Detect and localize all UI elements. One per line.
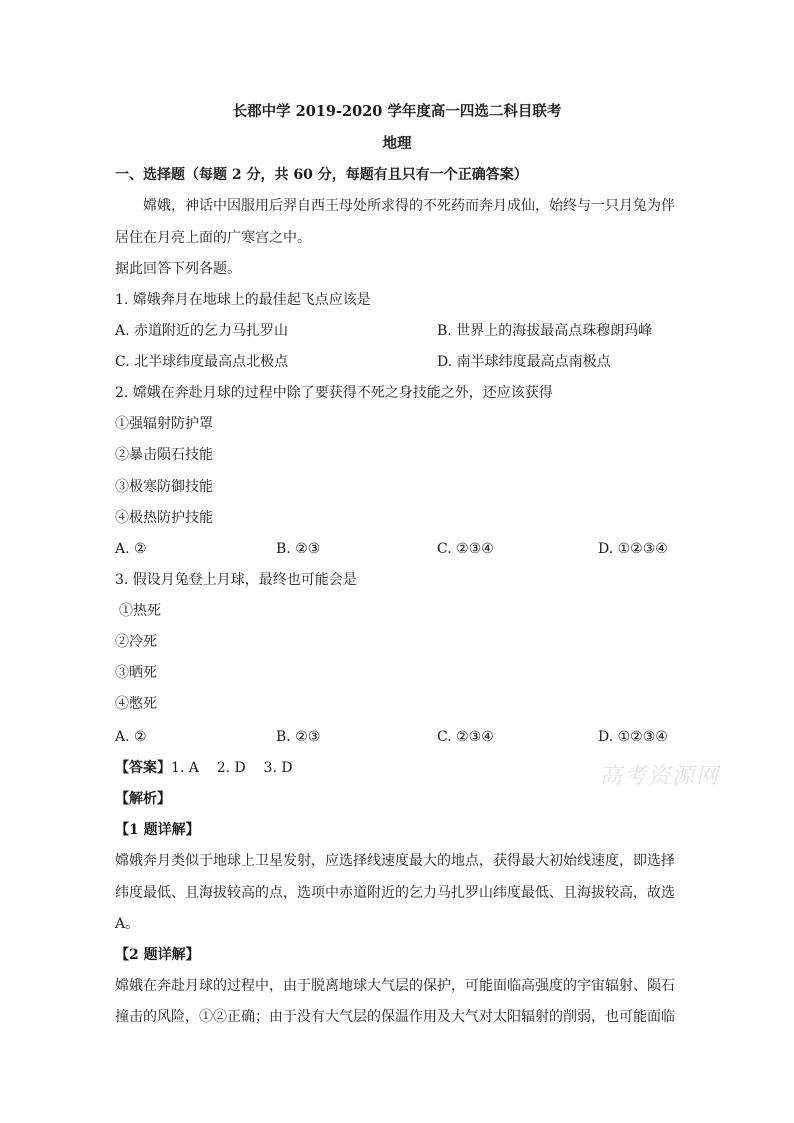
analysis-text: 嫦娥奔月类似于地球上卫星发射，应选择线速度最大的地点，获得最大初始线速度，即选择	[115, 853, 675, 869]
q3-option-a: A. ②	[115, 729, 147, 745]
analysis-text: A。	[115, 916, 140, 932]
answer-label: 【答案】	[115, 760, 171, 776]
q1-option-b: B. 世界上的海拔最高点珠穆朗玛峰	[437, 323, 653, 339]
instruction-text: 据此回答下列各题。	[115, 261, 241, 277]
analysis-text: 纬度最低、且海拔较高的点，选项中赤道附近的乞力马扎罗山纬度最低、且海拔较高，故选	[115, 885, 675, 901]
q1-analysis-heading: 【1 题详解】	[115, 822, 200, 838]
q3-option-b: B. ②③	[276, 729, 321, 745]
q2-analysis-heading: 【2 题详解】	[115, 947, 200, 963]
q1-option-a: A. 赤道附近的乞力马扎罗山	[115, 323, 289, 339]
question-2-stem: 2. 嫦娥在奔赴月球的过程中除了要获得不死之身技能之外，还应该获得	[115, 385, 553, 401]
watermark: 高考资源网	[600, 764, 721, 789]
analysis-text: 嫦娥在奔赴月球的过程中，由于脱离地球大气层的保护，可能面临高强度的宇宙辐射、陨石	[115, 978, 675, 994]
q3-item: ①热死	[119, 603, 161, 619]
q2-item: ③极寒防御技能	[115, 479, 213, 495]
q2-option-d: D. ①②③④	[598, 541, 668, 557]
q2-option-c: C. ②③④	[437, 541, 494, 557]
q1-option-c: C. 北半球纬度最高点北极点	[115, 354, 289, 370]
question-1-stem: 1. 嫦娥奔月在地球上的最佳起飞点应该是	[115, 292, 371, 308]
q2-item: ①强辐射防护罩	[115, 416, 213, 432]
q3-item: ②冷死	[115, 634, 157, 650]
answer-values: 1. A 2. D 3. D	[171, 760, 293, 776]
q2-option-b: B. ②③	[276, 541, 321, 557]
passage-line: 居住在月亮上面的广寒宫之中。	[115, 230, 311, 246]
q3-option-d: D. ①②③④	[598, 729, 668, 745]
question-3-stem: 3. 假设月兔登上月球，最终也可能会是	[115, 572, 357, 588]
q2-item: ②暴击陨石技能	[115, 447, 213, 463]
analysis-heading: 【解析】	[115, 791, 171, 807]
subject-title: 地理	[382, 135, 412, 152]
exam-title: 长郡中学 2019-2020 学年度高一四选二科目联考	[232, 103, 562, 120]
q3-option-c: C. ②③④	[437, 729, 494, 745]
passage-line: 嫦娥，神话中因服用后羿自西王母处所求得的不死药而奔月成仙，始终与一只月兔为伴	[143, 198, 675, 214]
q1-option-d: D. 南半球纬度最高点南极点	[437, 354, 611, 370]
q2-item: ④极热防护技能	[115, 510, 213, 526]
q3-item: ④憋死	[115, 696, 157, 712]
section-heading: 一、选择题（每题 2 分，共 60 分，每题有且只有一个正确答案）	[115, 167, 528, 183]
q3-item: ③晒死	[115, 665, 157, 681]
answer-line	[115, 759, 293, 777]
analysis-text: 撞击的风险，①②正确；由于没有大气层的保温作用及大气对太阳辐射的削弱，也可能面临	[115, 1009, 675, 1025]
q2-option-a: A. ②	[115, 541, 147, 557]
